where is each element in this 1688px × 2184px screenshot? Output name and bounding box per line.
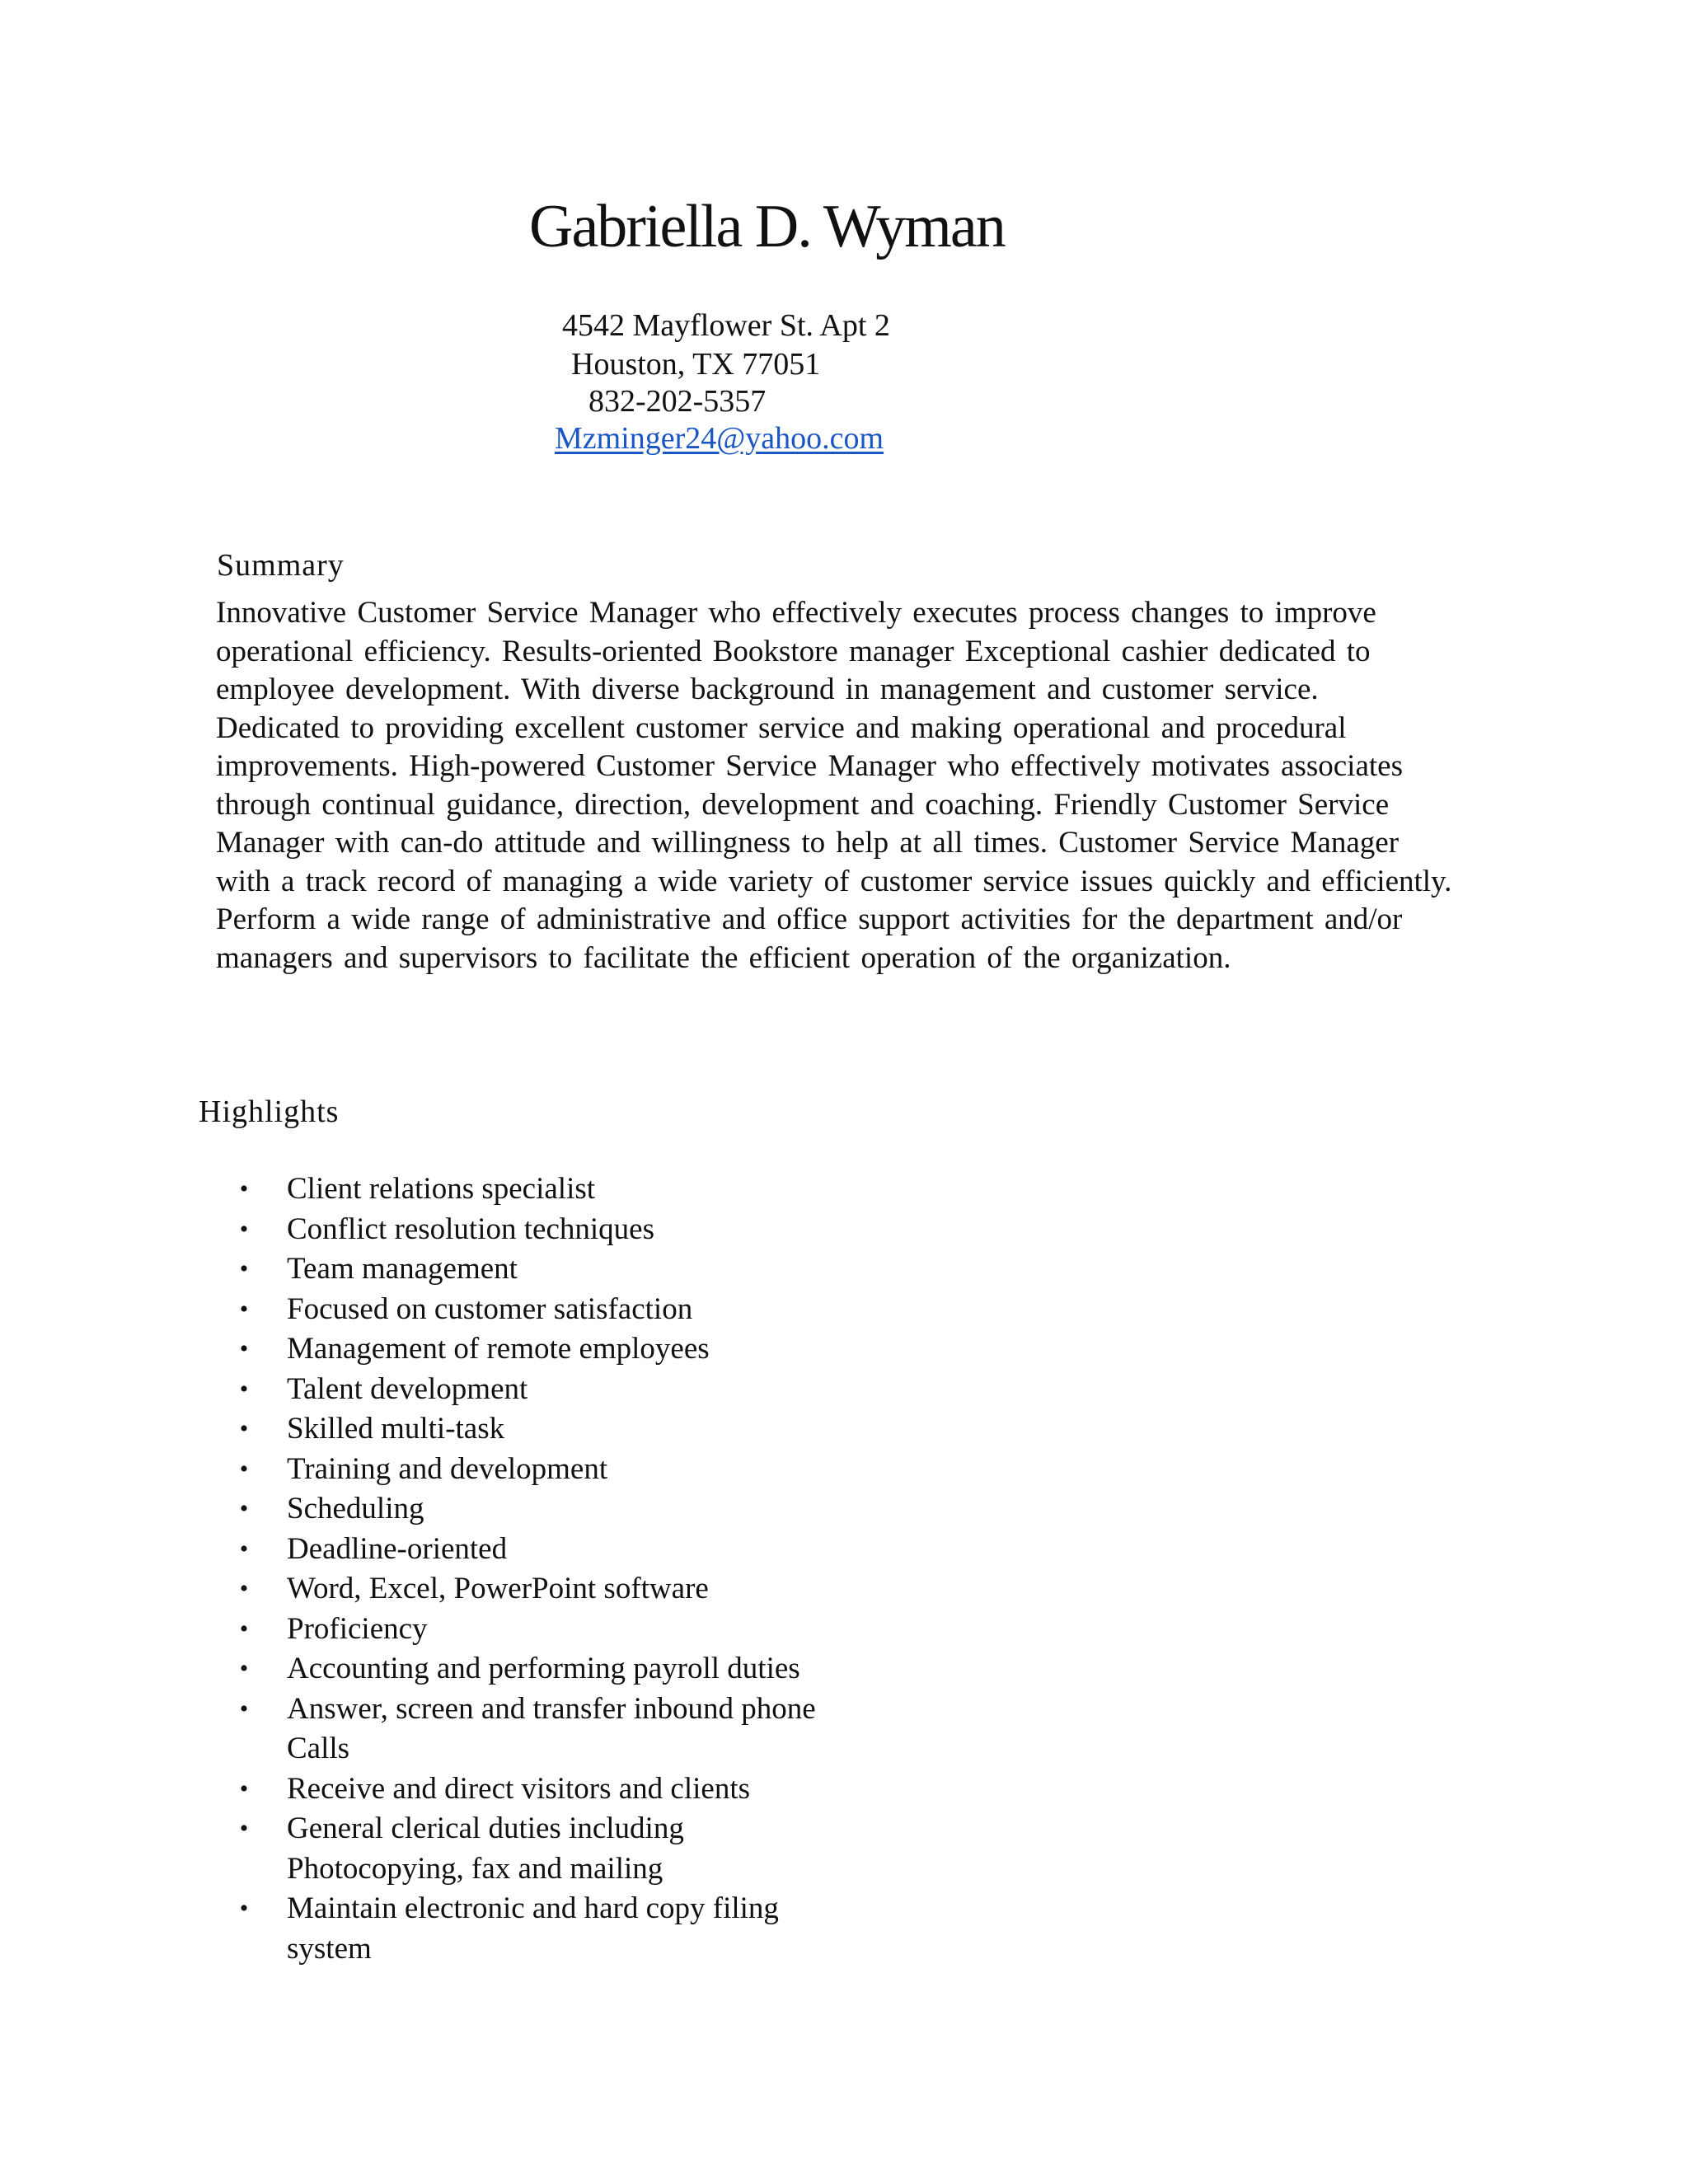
list-item	[234, 1409, 816, 1450]
bullet-icon: •	[239, 1815, 249, 1842]
bullet-icon: •	[239, 1375, 249, 1403]
list-item	[234, 1649, 816, 1690]
list-item	[234, 1569, 816, 1610]
list-item	[234, 1370, 816, 1410]
list-item-text-continued: system	[287, 1931, 372, 1966]
list-item-text: Talent development	[287, 1371, 528, 1406]
list-item-text: Receive and direct visitors and clients	[287, 1771, 751, 1806]
list-item-text: Skilled multi-task	[287, 1412, 505, 1446]
list-item	[234, 1530, 816, 1570]
bullet-icon: •	[239, 1655, 249, 1682]
list-item	[234, 1809, 816, 1889]
list-item	[234, 1329, 816, 1370]
address-line-2: Houston, TX 77051	[571, 347, 821, 382]
list-item	[234, 1489, 816, 1530]
bullet-icon: •	[239, 1774, 249, 1802]
list-item	[234, 1690, 816, 1769]
list-item-text: Answer, screen and transfer inbound phone	[287, 1691, 816, 1726]
highlights-heading: Highlights	[199, 1094, 340, 1129]
bullet-icon: •	[239, 1215, 249, 1243]
bullet-icon: •	[239, 1255, 249, 1282]
list-item-text-continued: Calls	[287, 1732, 350, 1765]
summary-paragraph: Innovative Customer Service Manager who effectively executes process changes to improve operational efficiency. Results-oriented Bookstore manager Exceptional cashier dedicated to employee development. With diverse background in management and customer service. Dedicated to providing excellent customer service and making operational and procedural improvements. High-powered Customer Service Manager who effectively motivates associates through continual guidance, direction, development and coaching. Friendly Customer Service Manager with can-do attitude and willingness to help at all times. Customer Service Manager with a track record of managing a wide variety of customer service issues quickly and efficiently. Perform a wide range of administrative and office support activities for the department and/or managers and supervisors to facilitate the efficient operation of the organization.	[216, 596, 1452, 975]
list-item-text: Management of remote employees	[287, 1332, 710, 1366]
bullet-icon: •	[239, 1295, 249, 1323]
email-link[interactable]: Mzminger24@yahoo.com	[555, 421, 884, 456]
list-item-text: Team management	[287, 1252, 518, 1286]
list-item-text: General clerical duties including	[287, 1811, 684, 1845]
list-item	[234, 1610, 816, 1650]
list-item	[234, 1249, 816, 1290]
bullet-icon: •	[239, 1895, 249, 1922]
list-item-text: Accounting and performing payroll duties	[287, 1652, 800, 1685]
list-item-text-continued: Photocopying, fax and mailing	[287, 1851, 663, 1886]
bullet-icon: •	[239, 1175, 249, 1202]
list-item	[234, 1210, 816, 1250]
list-item	[234, 1769, 816, 1810]
list-item-text: Training and development	[287, 1451, 608, 1486]
resume-name: Gabriella D. Wyman	[529, 193, 1005, 260]
list-item-text: Conflict resolution techniques	[287, 1212, 654, 1246]
list-item-text: Client relations specialist	[287, 1172, 596, 1206]
list-item-text: Proficiency	[287, 1611, 428, 1646]
bullet-icon: •	[239, 1495, 249, 1522]
list-item-text: Focused on customer satisfaction	[287, 1291, 693, 1326]
bullet-icon: •	[239, 1335, 249, 1362]
list-item	[234, 1169, 816, 1210]
list-item-text: Word, Excel, PowerPoint software	[287, 1572, 709, 1605]
phone-number: 832-202-5357	[588, 384, 767, 419]
list-item-text: Scheduling	[287, 1492, 424, 1526]
highlights-list	[234, 1169, 816, 1969]
list-item	[234, 1889, 816, 1969]
bullet-icon: •	[239, 1575, 249, 1602]
bullet-icon: •	[239, 1455, 249, 1483]
bullet-icon: •	[239, 1535, 249, 1563]
address-line-1: 4542 Mayflower St. Apt 2	[562, 308, 890, 343]
list-item-text: Maintain electronic and hard copy filing	[287, 1891, 779, 1925]
summary-heading: Summary	[217, 548, 345, 583]
list-item	[234, 1450, 816, 1490]
bullet-icon: •	[239, 1694, 249, 1722]
bullet-icon: •	[239, 1615, 249, 1643]
list-item-text: Deadline-oriented	[287, 1531, 508, 1566]
list-item	[234, 1290, 816, 1330]
bullet-icon: •	[239, 1415, 249, 1442]
